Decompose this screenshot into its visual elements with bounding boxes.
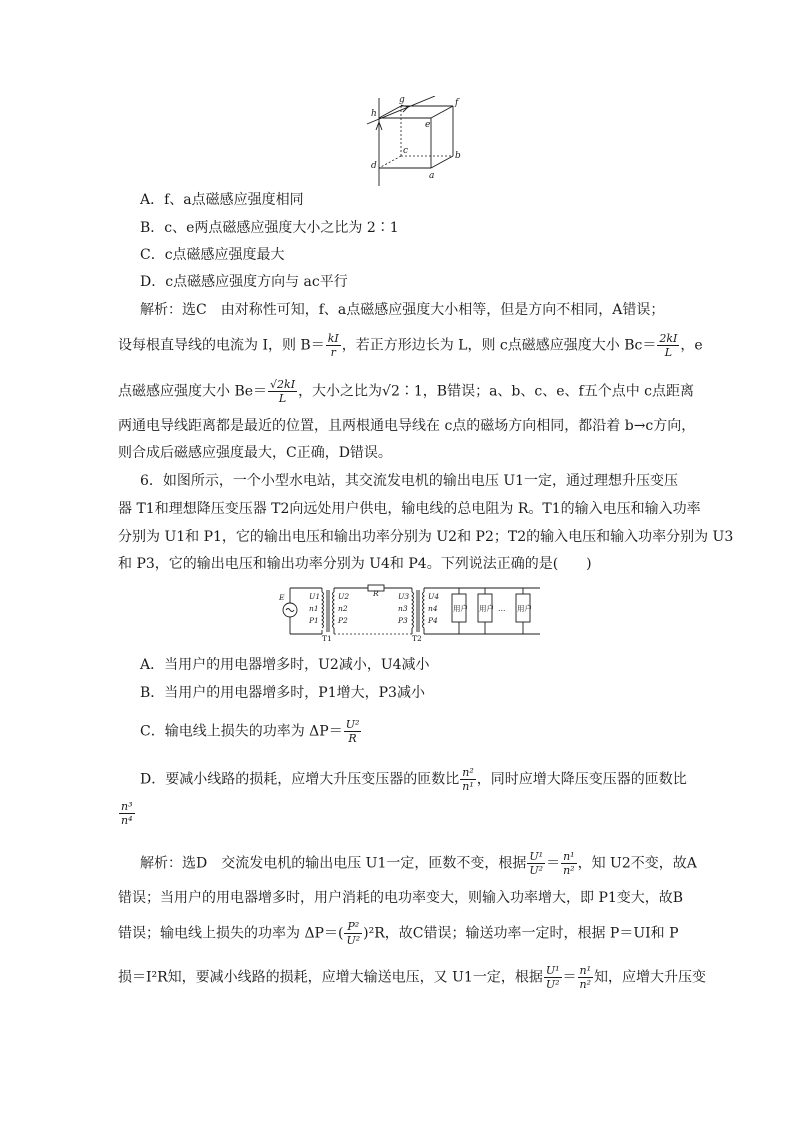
q5-solution-line-5: 则合成后磁感应强度最大，C正确，D错误。 <box>118 445 392 461</box>
label-T2: T2 <box>412 634 422 642</box>
cube-diagram <box>365 96 465 188</box>
q6-solution-line-2: 错误；当用户的用电器增多时，用户消耗的电功率变大，则输入功率增大，即 P1变大，故B <box>118 890 684 906</box>
user-label-1: 用户 <box>453 604 468 613</box>
q5-solution-line-4: 两通电导线距离都是最近的位置，且两根通电导线在 c点的磁场方向相同，都沿着 b→c方向， <box>118 418 696 434</box>
label-U4: U4 <box>428 592 440 601</box>
label-P1: P1 <box>309 616 319 625</box>
fraction: $\frac{\text{P²}}{\text{U²}}$ <box>346 920 361 947</box>
q6-option-c: C．输电线上损失的功率为 ΔP＝ $\frac{\text{U²}}{R}$ <box>140 718 360 745</box>
fraction: $\frac{\text{n²}}{\text{n¹}}$ <box>462 766 474 793</box>
q5-option-b: B．c、e两点磁感应强度大小之比为 2∶1 <box>140 220 399 236</box>
transmission-circuit-diagram <box>276 578 542 642</box>
label-a: a <box>429 171 435 181</box>
fraction: $\frac{2kI}{L}$ <box>659 332 678 359</box>
q5-option-c: C．c点磁感应强度最大 <box>140 247 285 263</box>
label-b: b <box>455 151 461 161</box>
user-label-3: 用户 <box>517 604 532 613</box>
q6-stem-line-4: 和 P3，它的输出电压和输出功率分别为 U4和 P4。下列说法正确的是( ) <box>118 556 592 572</box>
fraction: $\frac{\text{U¹}}{\text{U²}}$ <box>545 964 560 991</box>
label-U3: U3 <box>398 592 410 601</box>
q6-stem-line-3: 分别为 U1和 P1，它的输出电压和输出功率分别为 U2和 P2；T2的输入电压和输入功率分别为 U3 <box>118 529 734 545</box>
q6-stem-line-2: 器 T1和理想降压变压器 T2向远处用户供电，输电线的总电阻为 R。T1的输入电压和输入功率 <box>118 501 701 517</box>
label-U2: U2 <box>338 592 350 601</box>
q6-solution-line-3: 错误；输电线上损失的功率为 ΔP＝( $\frac{\text{P²}}{\text{U²}}$ )²R，故C错误；输送功率一定时，根据 P＝UI和 P <box>118 920 679 947</box>
fraction: $\frac{√2kI}{L}$ <box>270 378 296 405</box>
label-h: h <box>371 109 377 119</box>
q5-solution-line-1: 解析：选C 由对称性可知，f、a点磁感应强度大小相等，但是方向不相同，A错误； <box>140 302 665 318</box>
fraction: $\frac{\text{n¹}}{\text{n²}}$ <box>563 850 575 877</box>
label-T1: T1 <box>322 634 332 642</box>
fraction: $\frac{\text{U²}}{R}$ <box>345 718 360 745</box>
ellipsis: … <box>498 604 506 613</box>
label-n2: n2 <box>338 604 348 613</box>
label-g: g <box>399 96 405 105</box>
q5-solution-line-3: 点磁感应强度大小 Be＝ $\frac{√2kI}{L}$ ，大小之比为√2∶1，B错误；a、b、c、e、f五个点中 c点距离 <box>118 378 694 405</box>
label-P3: P3 <box>398 616 408 625</box>
fraction: $\frac{\text{n¹}}{\text{n²}}$ <box>579 964 592 991</box>
fraction: $\frac{\text{n³}}{\text{n⁴}}$ <box>121 800 133 827</box>
q6-option-d-fraction <box>118 800 136 827</box>
q5-option-a: A．f、a点磁感应强度相同 <box>140 192 304 208</box>
label-c: c <box>403 146 409 156</box>
label-d: d <box>371 161 377 171</box>
label-n3: n3 <box>398 604 408 613</box>
label-n1: n1 <box>309 604 319 613</box>
q6-solution-line-4: 损＝I²R知，要减小线路的损耗，应增大输送电压，又 U1一定，根据 $\frac{\text{U¹}}{\text{U²}}$ ＝ $\frac{\text{n¹}}{\text{n²}}$ 知，应增大升压变 <box>118 964 707 991</box>
label-n4: n4 <box>428 604 438 613</box>
q6-solution-line-1: 解析：选D 交流发电机的输出电压 U1一定，匝数不变，根据 $\frac{\text{U¹}}{\text{U²}}$ ＝ $\frac{\text{n¹}}{\text{n²}}$ ，知 U2不变，故A <box>140 850 697 877</box>
fraction: $\frac{kI}{r}$ <box>327 332 339 359</box>
q5-option-d: D．c点磁感应强度方向与 ac平行 <box>140 274 348 290</box>
q6-option-d: D．要减小线路的损耗，应增大升压变压器的匝数比 $\frac{\text{n²}}{\text{n¹}}$ ，同时应增大降压变压器的匝数比 <box>140 766 687 793</box>
label-E: E <box>279 593 285 602</box>
label-U1: U1 <box>309 592 321 601</box>
q6-stem-line-1: 6．如图所示，一个小型水电站，其交流发电机的输出电压 U1一定，通过理想升压变压 <box>140 473 679 489</box>
fraction: $\frac{\text{U¹}}{\text{U²}}$ <box>529 850 544 877</box>
user-label-2: 用户 <box>479 604 494 613</box>
label-f: f <box>455 98 459 108</box>
label-P4: P4 <box>428 616 438 625</box>
q6-option-a: A．当用户的用电器增多时，U2减小，U4减小 <box>140 657 430 673</box>
q5-solution-line-2: 设每根直导线的电流为 I，则 B＝ $\frac{kI}{r}$ ，若正方形边长为 L，则 c点磁感应强度大小 Bc＝ $\frac{2kI}{L}$ ，e <box>118 332 703 359</box>
q6-option-b: B．当用户的用电器增多时，P1增大，P3减小 <box>140 685 425 701</box>
label-P2: P2 <box>338 616 348 625</box>
label-e: e <box>425 120 431 130</box>
label-R: R <box>373 589 379 598</box>
